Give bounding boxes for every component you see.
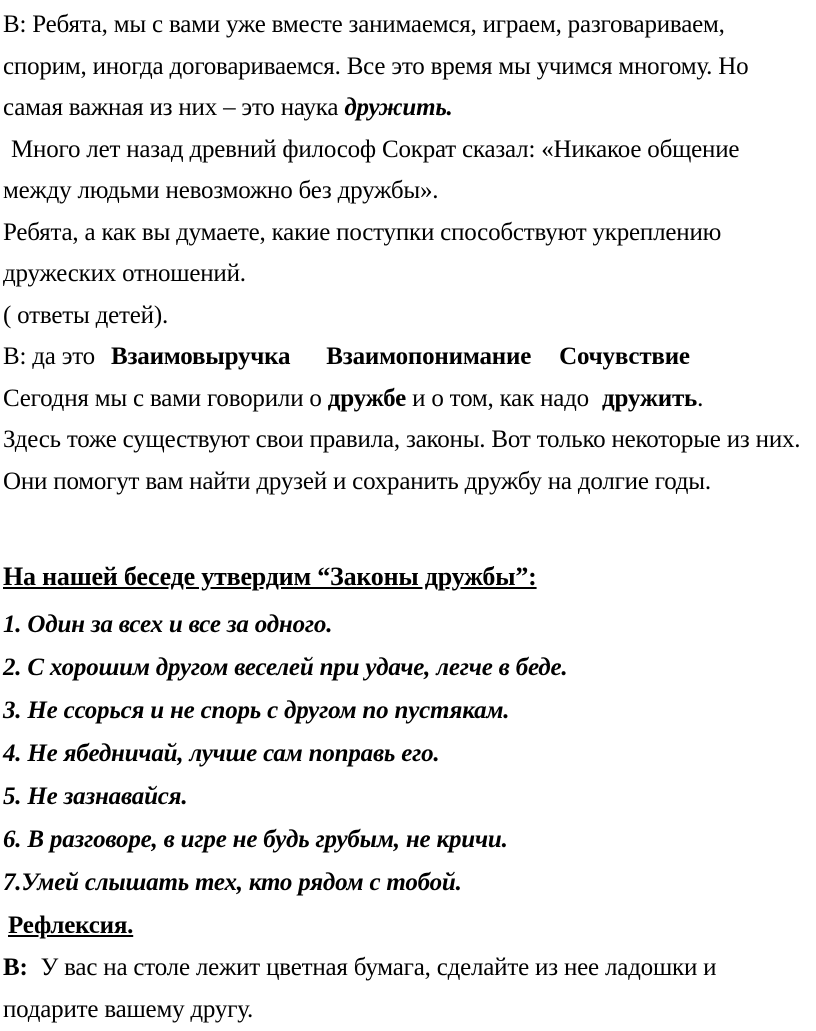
intro-emphasis-word: дружить.: [344, 94, 453, 121]
summary-text-b: и о том, как надо: [406, 384, 596, 412]
children-answers-note: ( ответы детей).: [3, 301, 168, 329]
rules-benefit-paragraph: Они помогут вам найти друзей и сохранить дружбу на долгие годы.: [3, 467, 711, 495]
teacher-question-paragraph: Ребята, а как вы думаете, какие поступки способствуют укреплению дружеских отношений.: [3, 218, 722, 287]
laws-list: [3, 603, 812, 904]
law-item-2: 2. С хорошим другом веселей при удаче, легче в беде.: [3, 654, 568, 681]
reflection-task-paragraph: [3, 947, 812, 1031]
intro-paragraph: [3, 4, 812, 129]
law-item-4: 4. Не ябедничай, лучше сам поправь его.: [3, 740, 440, 767]
law-item-3: 3. Не ссорься и не спорь с другом по пустякам.: [3, 697, 510, 724]
keyword-druzhbe: дружбе: [327, 384, 407, 412]
keyword-sochuvstvie: Сочувствие: [559, 343, 690, 370]
summary-text-a: Сегодня мы с вами говорили о: [3, 384, 328, 412]
socrates-quote-paragraph: Много лет назад древний философ Сократ сказал: «Никакое общение между людьми невозможно без дружбы».: [3, 135, 740, 204]
keyword-vzaimoponimanie: Взаимопонимание: [326, 343, 532, 370]
answer-keywords-paragraph: [3, 336, 812, 378]
keyword-druzhit: дружить: [602, 384, 698, 412]
rules-intro-paragraph: Здесь тоже существуют свои правила, законы. Вот только некоторые из них.: [3, 426, 801, 453]
law-item-7: 7.Умей слышать тех, кто рядом с тобой.: [3, 869, 462, 896]
reflection-task-lead: В:: [3, 954, 28, 981]
law-item-6: 6. В разговоре, в игре не будь грубым, не кричи.: [3, 826, 508, 853]
keyword-vzaimovyruchka: Взаимовыручка: [110, 343, 291, 370]
law-item-5: 5. Не зазнавайся.: [3, 783, 188, 810]
summary-paragraph: [3, 378, 812, 420]
law-item-1: 1. Один за всех и все за одного.: [3, 611, 333, 638]
intro-text: В: Ребята, мы с вами уже вместе занимаемся, играем, разговариваем, спорим, иногда договариваемся. Все это время мы учимся многому. Но самая важная из них – это наука: [3, 11, 749, 121]
summary-text-c: .: [697, 384, 704, 412]
laws-heading: На нашей беседе утвердим “Законы дружбы”:: [3, 562, 537, 591]
reflection-heading: Рефлексия.: [8, 912, 134, 939]
answer-lead: В: да это: [3, 343, 95, 370]
reflection-task-text: У вас на столе лежит цветная бумага, сделайте из нее ладошки и подарите вашему другу.: [3, 954, 717, 1023]
